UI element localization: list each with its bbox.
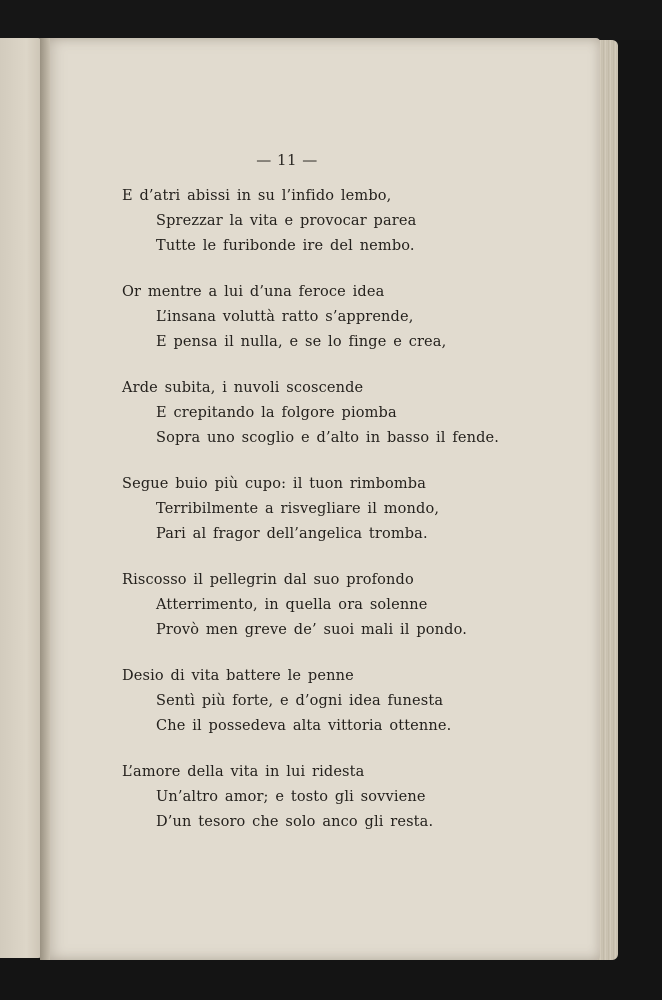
verse-line: Atterrimento, in quella ora solenne — [156, 597, 428, 613]
stanza — [122, 568, 499, 643]
verse-line: Sprezzar la vita e provocar parea — [156, 213, 417, 229]
verse-line: Or mentre a lui d’una feroce idea — [122, 284, 385, 300]
stanza — [122, 280, 499, 355]
verse-line: Sentì più forte, e d’ogni idea funesta — [156, 693, 444, 709]
verse-line: Riscosso il pellegrin dal suo profondo — [122, 572, 414, 588]
verse-line: L’insana voluttà ratto s’apprende, — [156, 309, 414, 325]
stanza — [122, 760, 499, 835]
verse-line: Che il possedeva alta vittoria ottenne. — [156, 718, 452, 734]
verse-line: Sopra uno scoglio e d’alto in basso il fende. — [156, 430, 499, 446]
verse-line: Terribilmente a risvegliare il mondo, — [156, 501, 440, 517]
verse-line: L’amore della vita in lui ridesta — [122, 764, 365, 780]
verse-line: E crepitando la folgore piomba — [156, 405, 397, 421]
book-gutter — [40, 38, 50, 960]
verse-line: E d’atri abissi in su l’infido lembo, — [122, 188, 392, 204]
poem-text — [122, 184, 499, 856]
background — [0, 0, 662, 40]
verse-line: D’un tesoro che solo anco gli resta. — [156, 814, 434, 830]
page-number: — 11 — — [256, 151, 318, 169]
verse-line: Un’altro amor; e tosto gli sovviene — [156, 789, 426, 805]
stanza — [122, 664, 499, 739]
verse-line: Provò men greve de’ suoi mali il pondo. — [156, 622, 467, 638]
verse-line: Pari al fragor dell’angelica tromba. — [156, 526, 428, 542]
verse-line: Arde subita, i nuvoli scoscende — [122, 380, 364, 396]
verse-line: E pensa il nulla, e se lo finge e crea, — [156, 334, 447, 350]
verse-line: Segue buio più cupo: il tuon rimbomba — [122, 476, 427, 492]
stanza — [122, 184, 499, 259]
stanza — [122, 472, 499, 547]
facing-page-edge — [0, 38, 44, 958]
verse-line: Tutte le furibonde ire del nembo. — [156, 238, 415, 254]
stanza — [122, 376, 499, 451]
verse-line: Desio di vita battere le penne — [122, 668, 354, 684]
